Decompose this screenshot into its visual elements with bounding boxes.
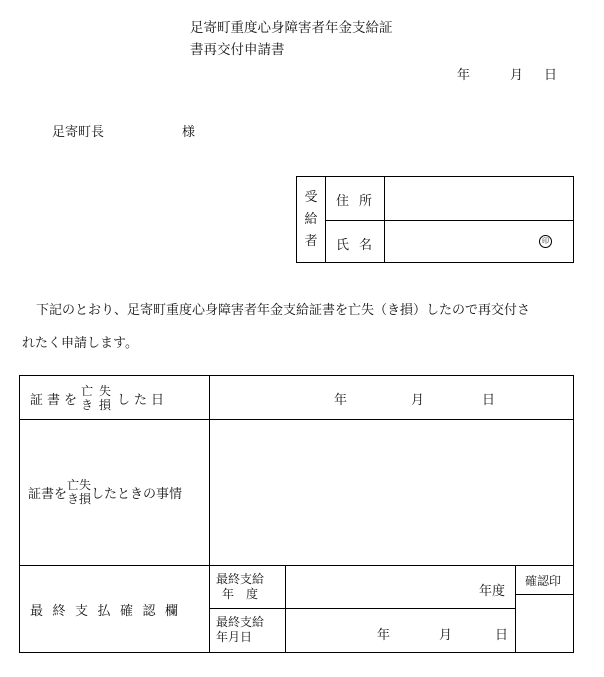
title-line-2: 書再交付申請書: [190, 42, 285, 58]
confirm-seal-label: 確認印: [525, 574, 562, 588]
final-year-label: 最終支給 年 度: [216, 572, 265, 601]
final-date-month: 月: [439, 628, 453, 643]
lost-date-year: 年: [334, 393, 348, 408]
address-field[interactable]: [385, 177, 573, 220]
final-payment-label: 最終支払確認欄: [30, 604, 188, 619]
lost-date-month: 月: [411, 393, 425, 408]
seal-mark: 印: [539, 235, 552, 248]
title-line-1: 足寄町重度心身障害者年金支給証: [190, 20, 393, 36]
date-year-label: 年: [457, 68, 471, 83]
confirm-seal-field[interactable]: [516, 595, 573, 652]
lost-date-label: 証書を 亡失 き損 した日: [30, 384, 169, 412]
final-year-suffix: 年度: [479, 584, 506, 599]
circumstances-field[interactable]: [210, 420, 573, 565]
date-day-label: 日: [544, 68, 558, 83]
applicant-box: [296, 176, 574, 263]
request-statement: [22, 294, 588, 360]
details-table: [19, 375, 574, 653]
final-date-label: 最終支給 年月日: [216, 615, 265, 644]
addressee-honorific: 様: [182, 125, 196, 140]
lost-date-day: 日: [482, 393, 496, 408]
address-label: 住所: [336, 194, 383, 209]
addressee-name: 足寄町長: [52, 125, 105, 140]
name-label: 氏名: [336, 238, 383, 253]
applicant-side-label: 受 給 者: [304, 190, 318, 249]
circumstances-label: 証書を 亡失 き損 したときの事情: [28, 478, 183, 506]
date-month-label: 月: [510, 68, 524, 83]
final-date-day: 日: [495, 628, 509, 643]
final-date-year: 年: [377, 628, 391, 643]
form-title: [190, 17, 393, 61]
statement-line-1: 下記のとおり、足寄町重度心身障害者年金支給証書を亡失（き損）したので再交付さ: [36, 303, 531, 318]
statement-line-2: れたく申請します。: [22, 336, 138, 351]
final-date-field[interactable]: [286, 609, 515, 652]
lost-date-field[interactable]: [210, 376, 573, 419]
